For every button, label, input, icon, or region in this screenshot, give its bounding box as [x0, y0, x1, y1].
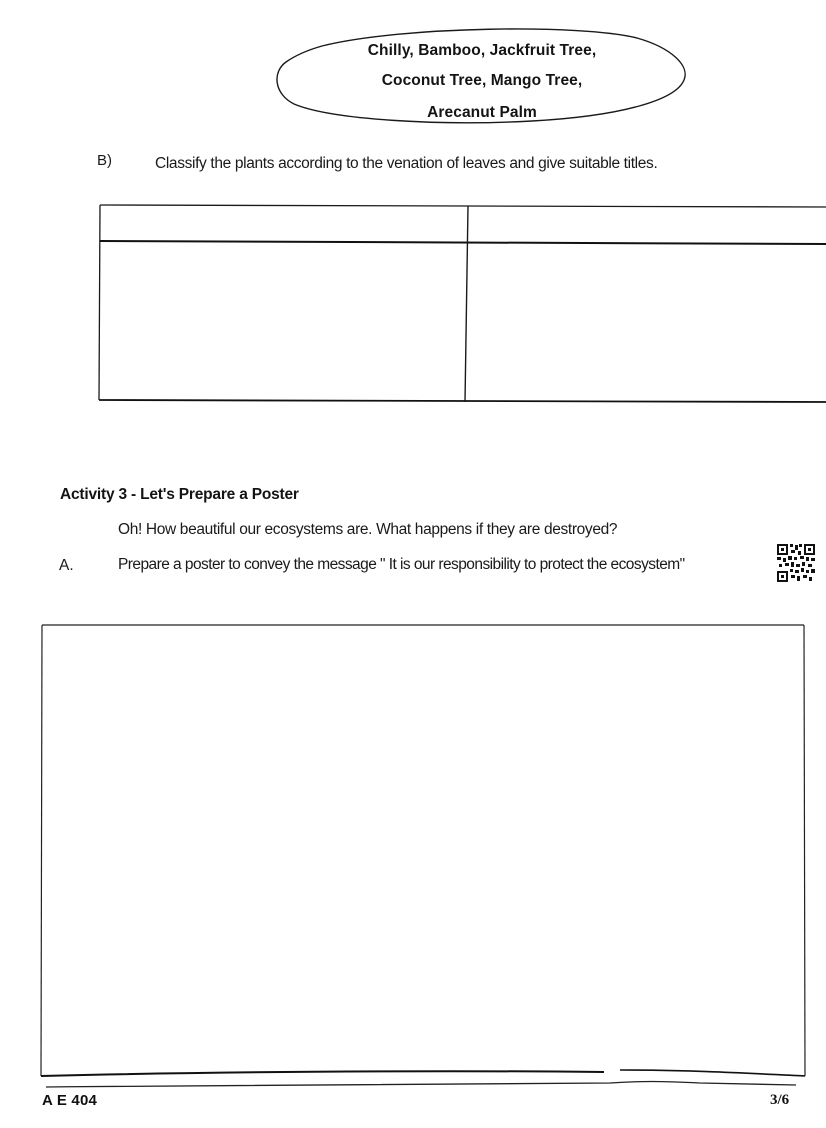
classification-table-cell-1[interactable]	[100, 244, 464, 400]
qr-code-icon	[776, 543, 816, 583]
footer-paper-code: A E 404	[42, 1092, 98, 1109]
question-a-text: Prepare a poster to convey the message " It is our responsibility to protect the ecosystem"	[118, 556, 685, 573]
plant-list-line-1: Chilly, Bamboo, Jackfruit Tree,	[367, 42, 597, 59]
question-a-label: A.	[59, 557, 74, 574]
activity-title: Activity 3 - Let's Prepare a Poster	[60, 486, 299, 503]
classification-table-header-1[interactable]	[100, 206, 466, 242]
footer-page-number: 3/6	[770, 1092, 790, 1108]
question-b-label: B)	[97, 152, 112, 169]
classification-table-header-2[interactable]	[468, 206, 826, 242]
plant-list-line-3: Arecanut Palm	[427, 104, 537, 121]
activity-intro-text: Oh! How beautiful our ecosystems are. What happens if they are destroyed?	[118, 521, 618, 538]
poster-drawing-area[interactable]	[42, 624, 804, 1076]
question-b-text: Classify the plants according to the venation of leaves and give suitable titles.	[155, 155, 658, 172]
classification-table-cell-2[interactable]	[466, 244, 826, 400]
plant-list-line-2: Coconut Tree, Mango Tree,	[381, 72, 583, 89]
